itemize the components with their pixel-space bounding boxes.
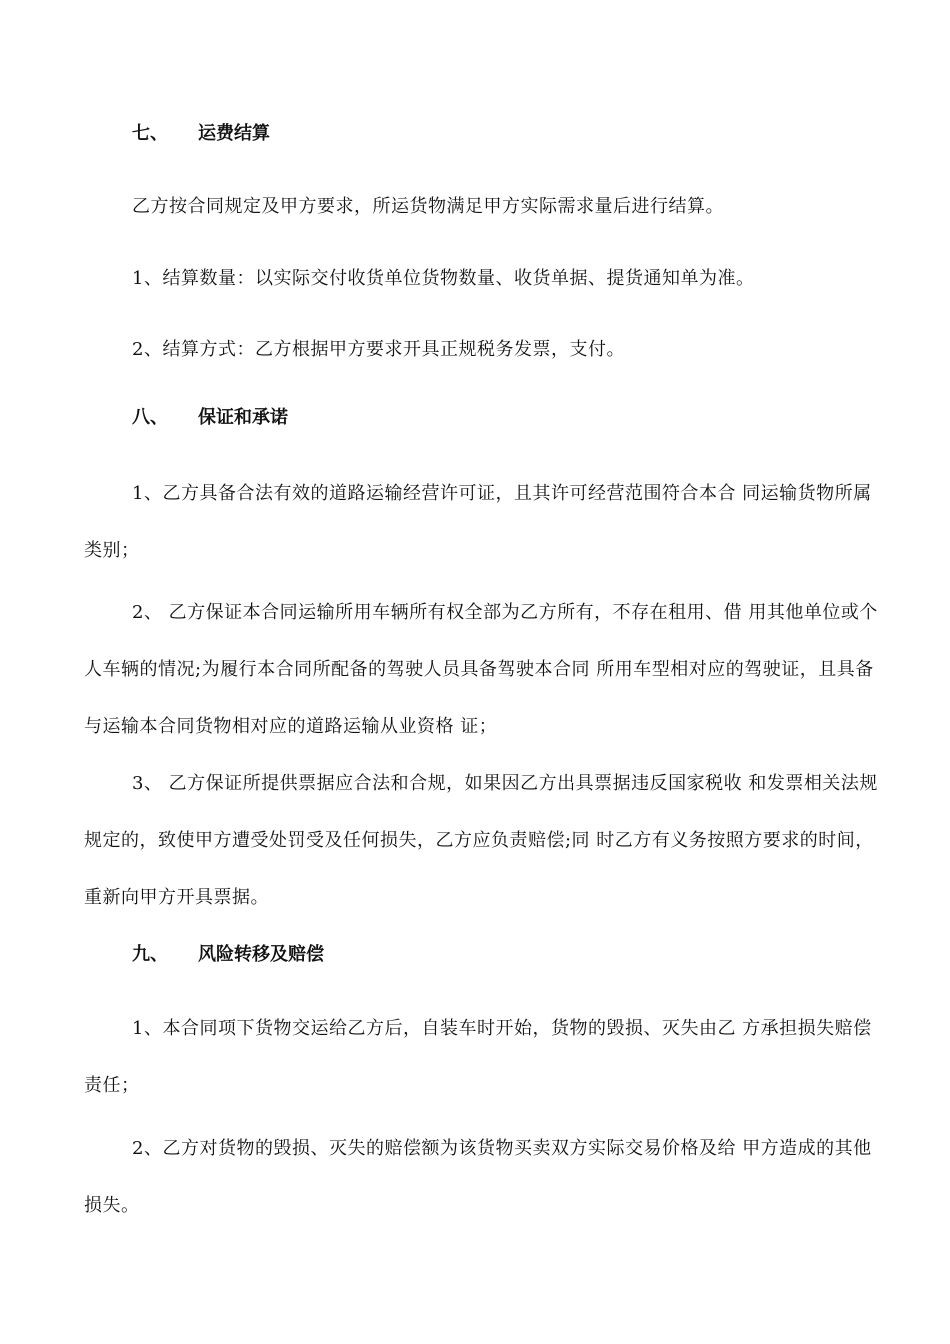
paragraph: 2、 乙方保证本合同运输所用车辆所有权全部为乙方所有，不存在租用、借 用其他单位或个人车辆的情况;为履行本合同所配备的驾驶人员具备驾驶本合同 所用车型相对应的驾驶证，且具备与运输本合同货物相对应的道路运输从业资格 证； <box>84 602 878 737</box>
paragraph: 1、结算数量：以实际交付收货单位货物数量、收货单据、提货通知单为准。 <box>132 268 755 289</box>
section-number: 九、 <box>132 944 168 965</box>
paragraph: 1、乙方具备合法有效的道路运输经营许可证，且其许可经营范围符合本合 同运输货物所属类别； <box>84 483 872 561</box>
section-number: 八、 <box>132 407 168 428</box>
paragraph: 乙方按合同规定及甲方要求，所运货物满足甲方实际需求量后进行结算。 <box>132 196 724 217</box>
section-heading-8 <box>132 405 288 431</box>
section-title: 运费结算 <box>198 123 270 144</box>
paragraph: 2、结算方式：乙方根据甲方要求开具正规税务发票，支付。 <box>132 339 625 360</box>
section-number: 七、 <box>132 123 168 144</box>
paragraph: 2、乙方对货物的毁损、灭失的赔偿额为该货物买卖双方实际交易价格及给 甲方造成的其他损失。 <box>84 1138 872 1216</box>
section-title: 风险转移及赔偿 <box>198 944 324 965</box>
paragraph: 1、本合同项下货物交运给乙方后，自装车时开始，货物的毁损、灭失由乙 方承担损失赔偿责任； <box>84 1018 872 1096</box>
paragraph: 3、 乙方保证所提供票据应合法和合规，如果因乙方出具票据违反国家税收 和发票相关法规规定的，致使甲方遭受处罚受及任何损失，乙方应负责赔偿;同 时乙方有义务按照方要求的时间，重新向甲方开具票据。 <box>84 773 878 908</box>
section-heading-7 <box>132 121 270 147</box>
section-title: 保证和承诺 <box>198 407 288 428</box>
section-heading-9 <box>132 942 324 968</box>
